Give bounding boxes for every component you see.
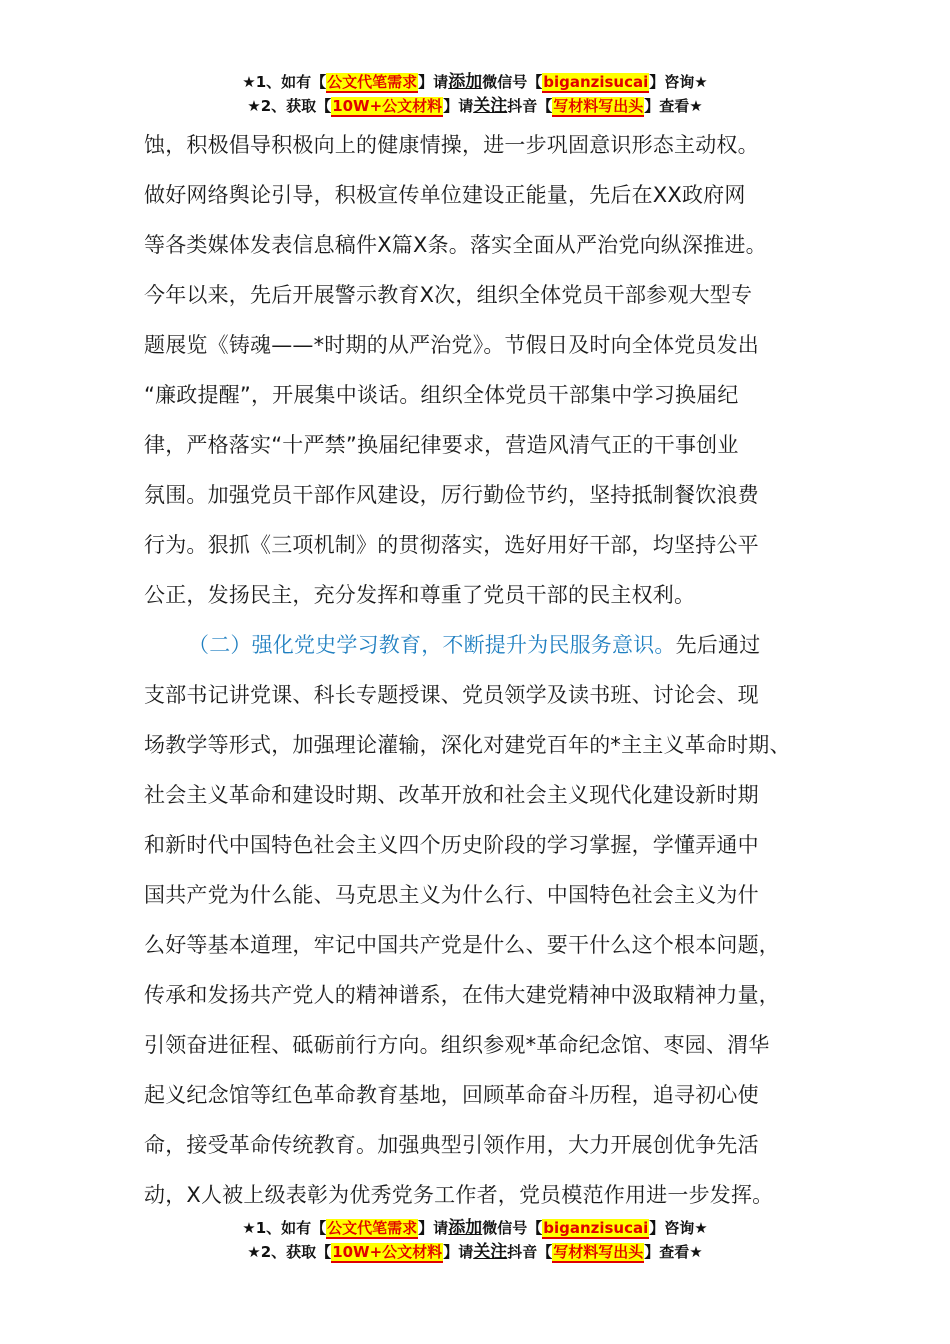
banner-text: ★1、如有【 — [242, 1219, 327, 1237]
banner-text: 】请 — [418, 73, 449, 91]
banner-text: 抖音【 — [507, 97, 553, 115]
banner-text: 微信号【 — [482, 73, 543, 91]
section-heading: （二）强化党史学习教育，不断提升为民服务意识。 — [188, 633, 676, 657]
underlined-word: 添加 — [448, 1218, 483, 1238]
highlight-service: 公文代笔需求 — [327, 73, 418, 91]
body-line: 今年以来，先后开展警示教育X次，组织全体党员干部参观大型专 — [144, 283, 753, 307]
body-line: 传承和发扬共产党人的精神谱系，在伟大建党精神中汲取精神力量， — [144, 983, 780, 1007]
body-line: 引领奋进征程、砥砺前行方向。组织参观*革命纪念馆、枣园、渭华 — [144, 1033, 770, 1057]
banner-text: ★2、获取【 — [247, 97, 332, 115]
highlight-service: 公文代笔需求 — [327, 1219, 418, 1237]
banner-line-2 — [0, 1240, 950, 1264]
body-line: 氛围。加强党员干部作风建设，厉行勤俭节约，坚持抵制餐饮浪费 — [144, 483, 759, 507]
banner-text: 】查看★ — [644, 1243, 703, 1261]
heading-line-rest: 先后通过 — [675, 633, 761, 657]
body-line: 社会主义革命和建设时期、改革开放和社会主义现代化建设新时期 — [144, 783, 759, 807]
banner-line-1 — [0, 1216, 950, 1240]
document-body — [144, 120, 816, 1220]
banner-text: 微信号【 — [482, 1219, 543, 1237]
highlight-douyin-account: 写材料写出头 — [553, 97, 644, 115]
banner-line-2 — [0, 94, 950, 118]
body-line: 蚀，积极倡导积极向上的健康情操，进一步巩固意识形态主动权。 — [144, 133, 759, 157]
banner-text: 】咨询★ — [649, 73, 708, 91]
highlight-materials: 10W+公文材料 — [332, 97, 443, 115]
banner-text: 】请 — [443, 97, 474, 115]
underlined-word: 添加 — [448, 72, 483, 92]
banner-text: ★2、获取【 — [247, 1243, 332, 1261]
header-banner — [0, 70, 950, 118]
body-line: 做好网络舆论引导，积极宣传单位建设正能量，先后在XX政府网 — [144, 183, 746, 207]
banner-text: 】请 — [418, 1219, 449, 1237]
body-line: 支部书记讲党课、科长专题授课、党员领学及读书班、讨论会、现 — [144, 683, 759, 707]
banner-line-1 — [0, 70, 950, 94]
body-line: 题展览《铸魂——*时期的从严治党》。节假日及时向全体党员发出 — [144, 333, 759, 357]
highlight-materials: 10W+公文材料 — [332, 1243, 443, 1261]
underlined-word: 关注 — [473, 1242, 508, 1262]
footer-banner — [0, 1216, 950, 1264]
highlight-wechat-id: biganzisucai — [543, 73, 649, 91]
banner-text: 抖音【 — [507, 1243, 553, 1261]
section-heading-line — [144, 620, 816, 670]
body-line: 么好等基本道理，牢记中国共产党是什么、要干什么这个根本问题， — [144, 933, 780, 957]
banner-text: ★1、如有【 — [242, 73, 327, 91]
underlined-word: 关注 — [473, 96, 508, 116]
body-line: 律，严格落实“十严禁”换届纪律要求，营造风清气正的干事创业 — [144, 433, 739, 457]
body-line: 命，接受革命传统教育。加强典型引领作用，大力开展创优争先活 — [144, 1133, 759, 1157]
body-line: 行为。狠抓《三项机制》的贯彻落实，选好用好干部，均坚持公平 — [144, 533, 759, 557]
body-line: 场教学等形式，加强理论灌输，深化对建党百年的*主主义革命时期、 — [144, 733, 791, 757]
banner-text: 】请 — [443, 1243, 474, 1261]
body-line: 国共产党为什么能、马克思主义为什么行、中国特色社会主义为什 — [144, 883, 759, 907]
highlight-douyin-account: 写材料写出头 — [553, 1243, 644, 1261]
body-line: “廉政提醒”，开展集中谈话。组织全体党员干部集中学习换届纪 — [144, 383, 739, 407]
body-line: 动，X人被上级表彰为优秀党务工作者，党员模范作用进一步发挥。 — [144, 1183, 774, 1207]
body-line: 和新时代中国特色社会主义四个历史阶段的学习掌握，学懂弄通中 — [144, 833, 759, 857]
body-line: 公正，发扬民主，充分发挥和尊重了党员干部的民主权利。 — [144, 583, 696, 607]
highlight-wechat-id: biganzisucai — [543, 1219, 649, 1237]
banner-text: 】咨询★ — [649, 1219, 708, 1237]
body-line: 等各类媒体发表信息稿件X篇X条。落实全面从严治党向纵深推进。 — [144, 233, 767, 257]
body-line: 起义纪念馆等红色革命教育基地，回顾革命奋斗历程，追寻初心使 — [144, 1083, 759, 1107]
banner-text: 】查看★ — [644, 97, 703, 115]
